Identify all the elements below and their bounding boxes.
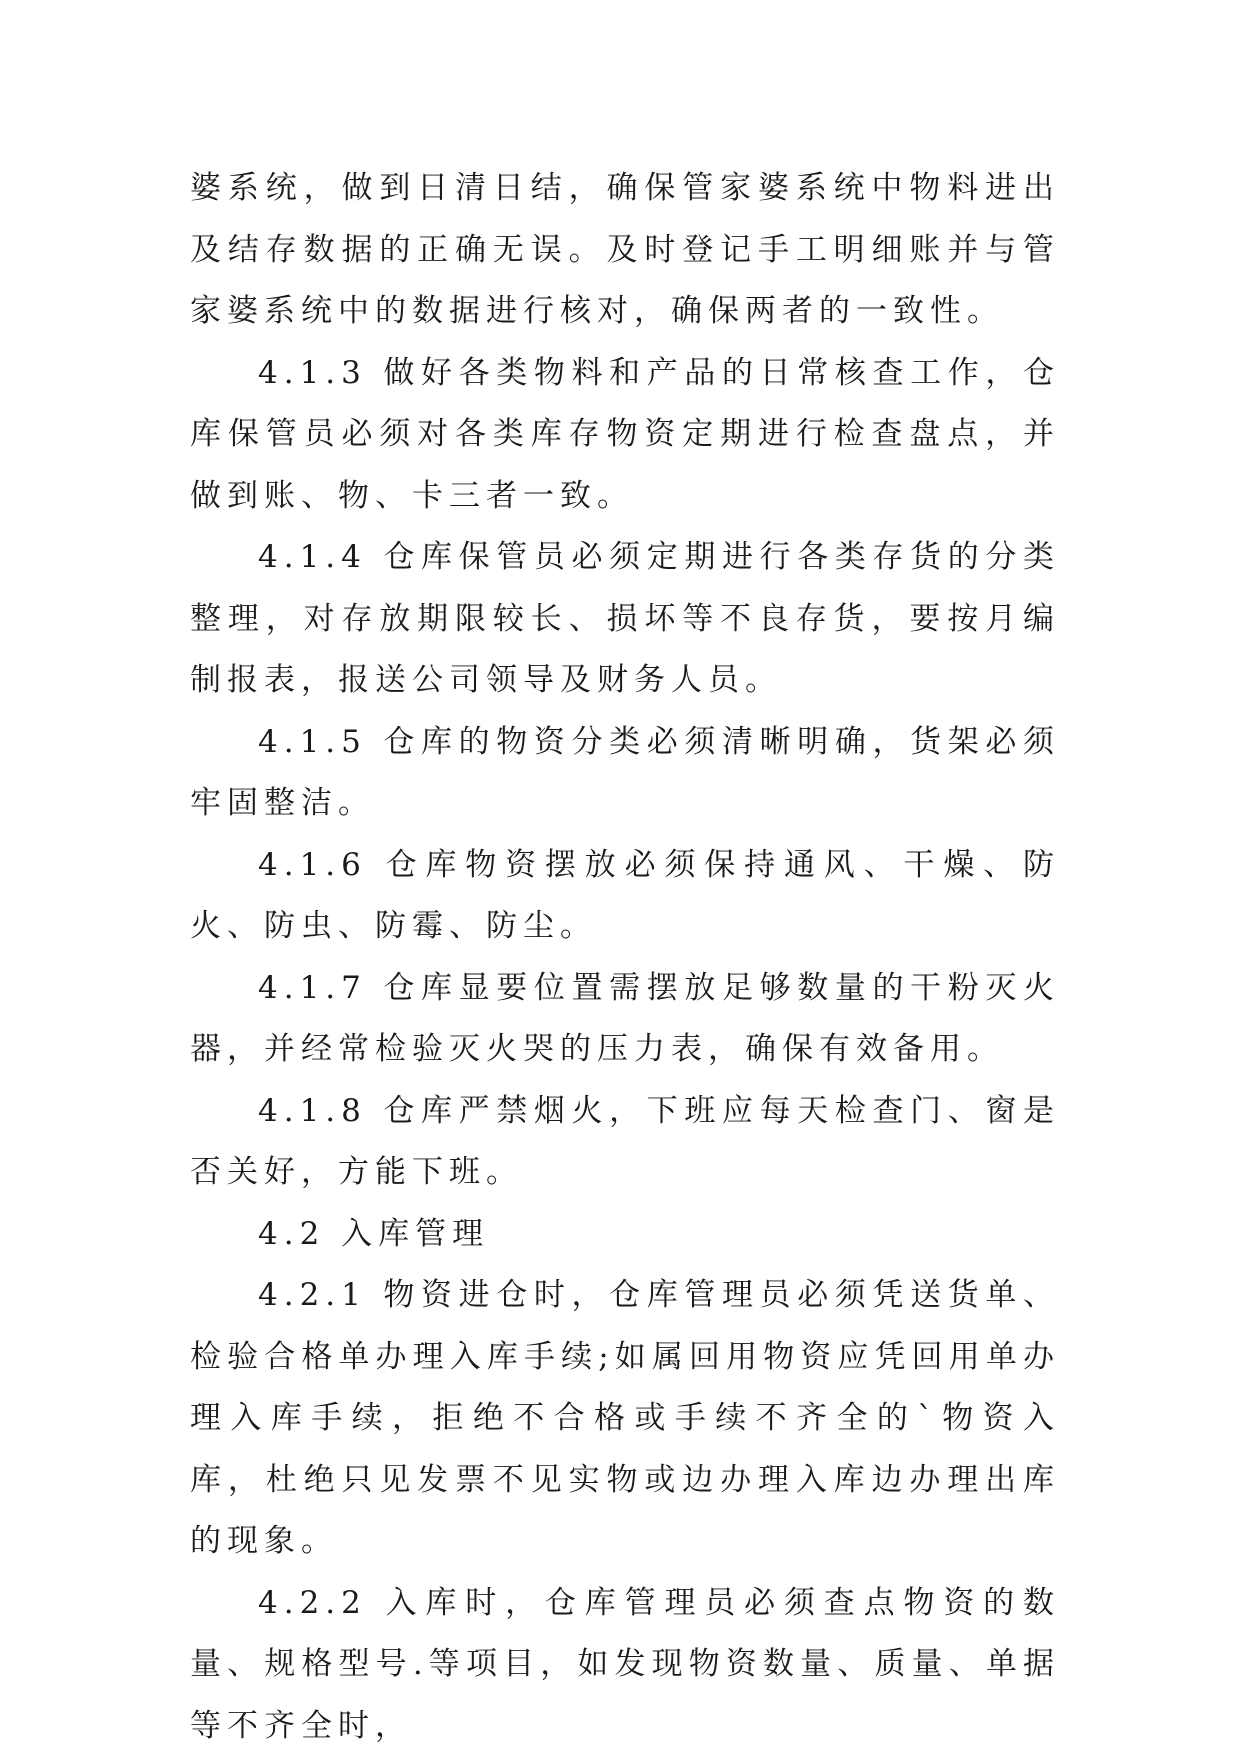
paragraph-4-1-5: 4.1.5 仓库的物资分类必须清晰明确，货架必须牢固整洁。 — [190, 712, 1060, 835]
paragraph-4-1-3: 4.1.3 做好各类物料和产品的日常核查工作，仓库保管员必须对各类库存物资定期进行检查盘点，并做到账、物、卡三者一致。 — [190, 343, 1060, 528]
document-body — [190, 158, 1060, 1757]
paragraph-continuation: 婆系统，做到日清日结，确保管家婆系统中物料进出及结存数据的正确无误。及时登记手工明细账并与管家婆系统中的数据进行核对，确保两者的一致性。 — [190, 158, 1060, 343]
section-heading-4-2: 4.2 入库管理 — [190, 1204, 1060, 1266]
paragraph-4-2-2: 4.2.2 入库时，仓库管理员必须查点物资的数量、规格型号.等项目，如发现物资数量、质量、单据等不齐全时， — [190, 1573, 1060, 1757]
paragraph-4-2-1: 4.2.1 物资进仓时，仓库管理员必须凭送货单、检验合格单办理入库手续;如属回用物资应凭回用单办理入库手续，拒绝不合格或手续不齐全的`物资入库，杜绝只见发票不见实物或边办理入库边办理出库的现象。 — [190, 1265, 1060, 1573]
paragraph-4-1-4: 4.1.4 仓库保管员必须定期进行各类存货的分类整理，对存放期限较长、损坏等不良存货，要按月编制报表，报送公司领导及财务人员。 — [190, 527, 1060, 712]
paragraph-4-1-7: 4.1.7 仓库显要位置需摆放足够数量的干粉灭火器，并经常检验灭火哭的压力表，确保有效备用。 — [190, 958, 1060, 1081]
paragraph-4-1-8: 4.1.8 仓库严禁烟火，下班应每天检查门、窗是否关好，方能下班。 — [190, 1081, 1060, 1204]
paragraph-4-1-6: 4.1.6 仓库物资摆放必须保持通风、干燥、防火、防虫、防霉、防尘。 — [190, 835, 1060, 958]
